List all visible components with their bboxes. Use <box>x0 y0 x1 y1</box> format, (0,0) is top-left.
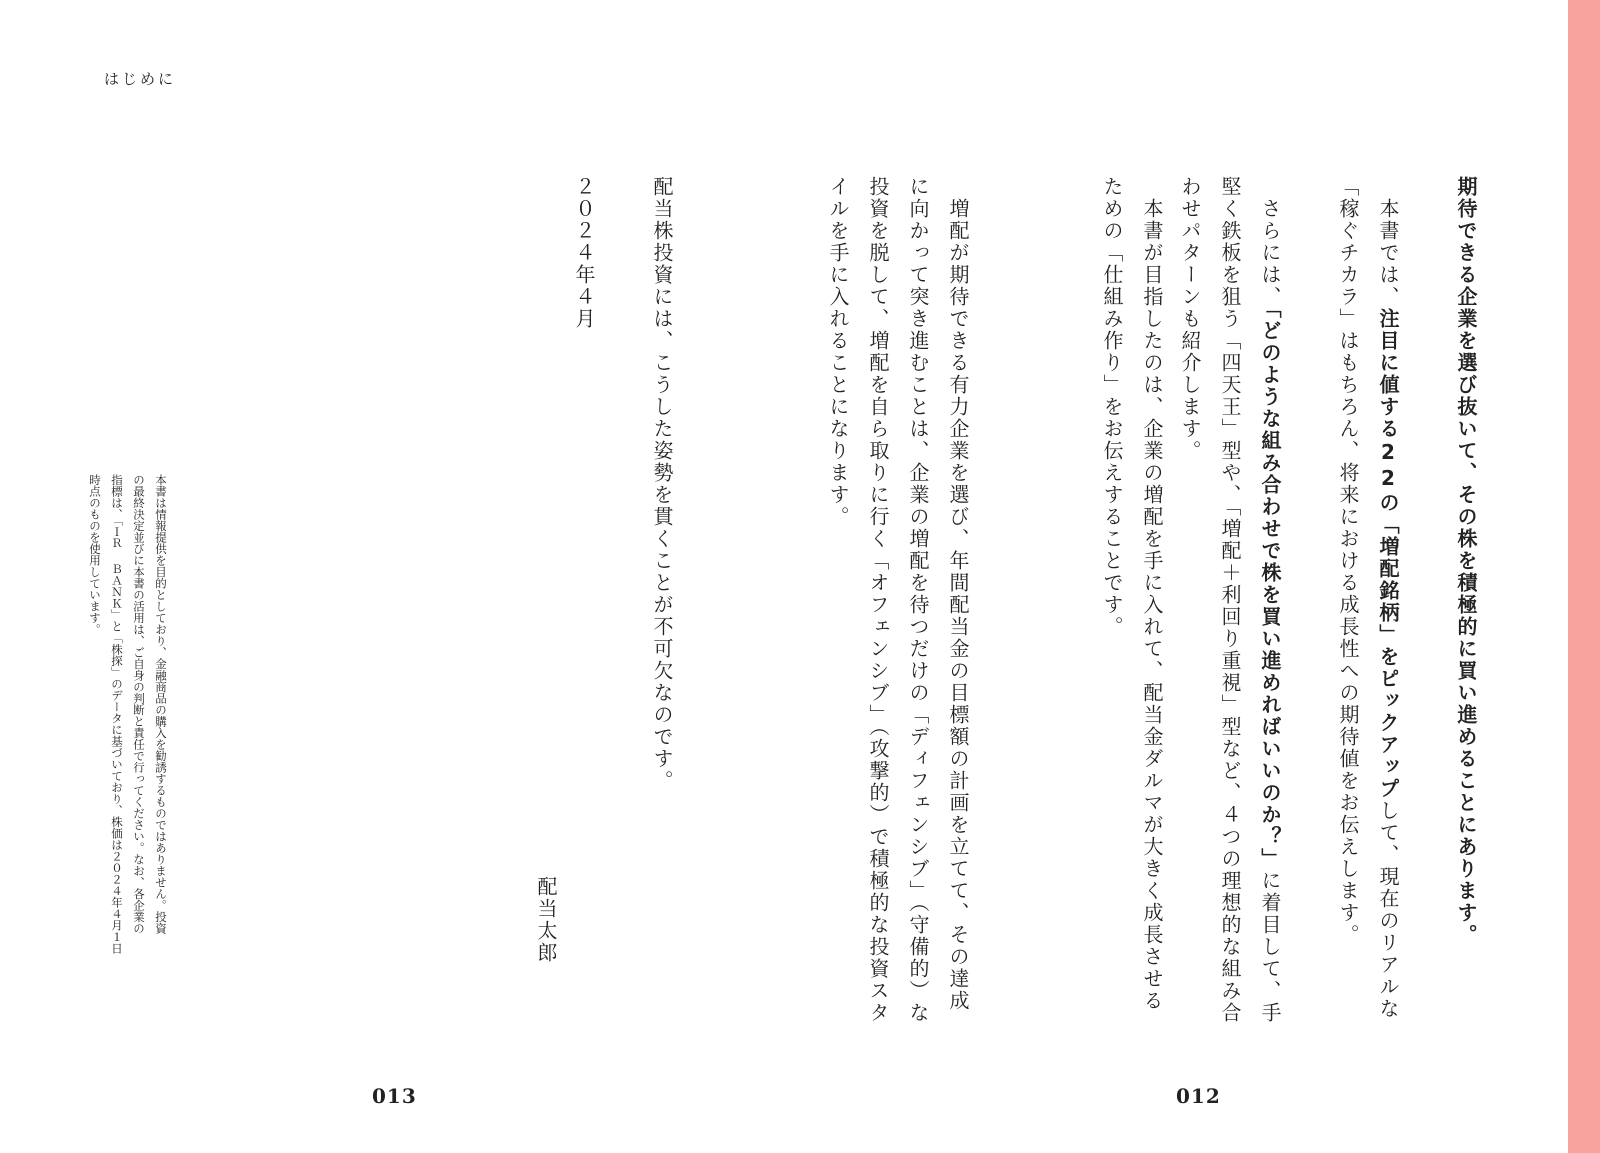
paragraph-2 <box>1178 176 1290 1026</box>
page-number-012: 012 <box>1176 1084 1221 1108</box>
page-edge-accent <box>1568 0 1600 1153</box>
chapter-label: はじめに <box>104 70 177 88</box>
disclaimer-line-2: の最終決定並びに本書の活用は、ご自身の判断と責任で行ってください。なお、各企業の <box>132 474 146 934</box>
lead-run-1: 期待できる企業を選び抜いて、その株を積極的に買い進める <box>1454 176 1478 770</box>
paragraph-3 <box>1100 176 1172 1026</box>
closing-sentence: 配当株投資には、こうした姿勢を貫くことが不可欠なのです。 <box>650 176 674 792</box>
paragraph-2-run-2: 「どのような組み合わせで株を買い進めればいいのか？」 <box>1258 308 1282 870</box>
lead-sentence <box>1446 176 1486 946</box>
paragraph-1 <box>1336 176 1408 1026</box>
disclaimer-line-3: 指標は、「ＩＲ ＢＡＮＫ」と「株探」のデータに基づいており、株価は２０２４年４月１日 <box>110 474 124 954</box>
author-name: 配当太郎 <box>534 876 558 964</box>
paragraph-3-run-1: 本書が目指したのは、企業の増配を手に入れて、配当金ダルマが大きく成長させるための「仕組み作り」をお伝えすることです。 <box>1100 176 1164 1012</box>
paragraph-2-run-3: に着目して、手堅く鉄板を狙う「四天王」型や、「増配＋利回り重視」型など、４つの理想的な組み合わせパターンも紹介します。 <box>1178 176 1282 1024</box>
paragraph-2-run-1: さらには、 <box>1258 176 1282 308</box>
lead-run-2: ことにあります。 <box>1454 770 1478 946</box>
date-line: ２０２４年４月 <box>572 176 596 330</box>
paragraph-4-run-1: 増配が期待できる有力企業を選び、年間配当金の目標額の計画を立てて、その達成に向かって突き進むことは、企業の増配を待つだけの「ディフェンシブ」（守備的）な投資を脱して、増配を自ら取りに行く「オフェンシブ」（攻撃的）で積極的な投資スタイルを手に入れることになります。 <box>826 176 970 1024</box>
paragraph-1-run-1: 本書では、 <box>1376 176 1400 308</box>
paragraph-1-run-3: して、現在のリアルな「稼ぐチカラ」はもちろん、将来における成長性への期待値をお伝えします。 <box>1336 176 1400 1020</box>
disclaimer-line-1: 本書は情報提供を目的としており、金融商品の購入を勧誘するものではありません。投資 <box>154 474 168 934</box>
paragraph-1-run-2: 注目に値する22の「増配銘柄」をピックアップ <box>1376 308 1400 800</box>
paragraph-4 <box>826 176 978 1026</box>
disclaimer-line-4: 時点のものを使用しています。 <box>88 474 102 635</box>
page-number-013: 013 <box>372 1084 417 1108</box>
